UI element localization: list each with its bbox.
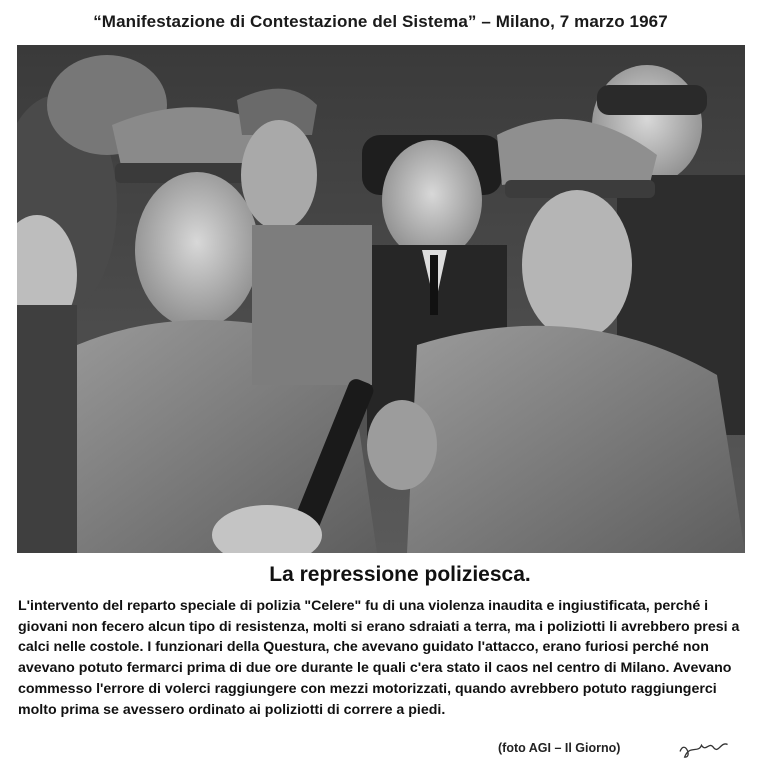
section-heading: La repressione poliziesca. [269, 563, 531, 586]
signature [675, 732, 734, 768]
photo-credit: (foto AGI – Il Giorno) [498, 741, 621, 755]
signature-scribble [675, 732, 733, 764]
page-title: “Manifestazione di Contestazione del Sistema” – Milano, 7 marzo 1967 [93, 12, 668, 31]
police-crowd-photo [17, 45, 745, 553]
article-body: L'intervento del reparto speciale di polizia "Celere" fu di una violenza inaudita e ingiustificata, perché i giovani non fecero alcun tipo di resistenza, molti si erano sdraiati a terra, ma i poliziotti li avrebbero presi a calci nelle costole. I funzionari della Questura, che avevano guidato l'attacco, erano furiosi perché non avevano potuto fermarci prima di due ore durante le quali c'era stato il caos nel centro di Milano. Avevano commesso l'errore di volerci raggiungere con mezzi motorizzati, quando avrebbero potuto raggiungerci molto prima se avessero ordinato ai poliziotti di correre a piedi. [18, 598, 740, 718]
news-photograph [17, 45, 745, 553]
